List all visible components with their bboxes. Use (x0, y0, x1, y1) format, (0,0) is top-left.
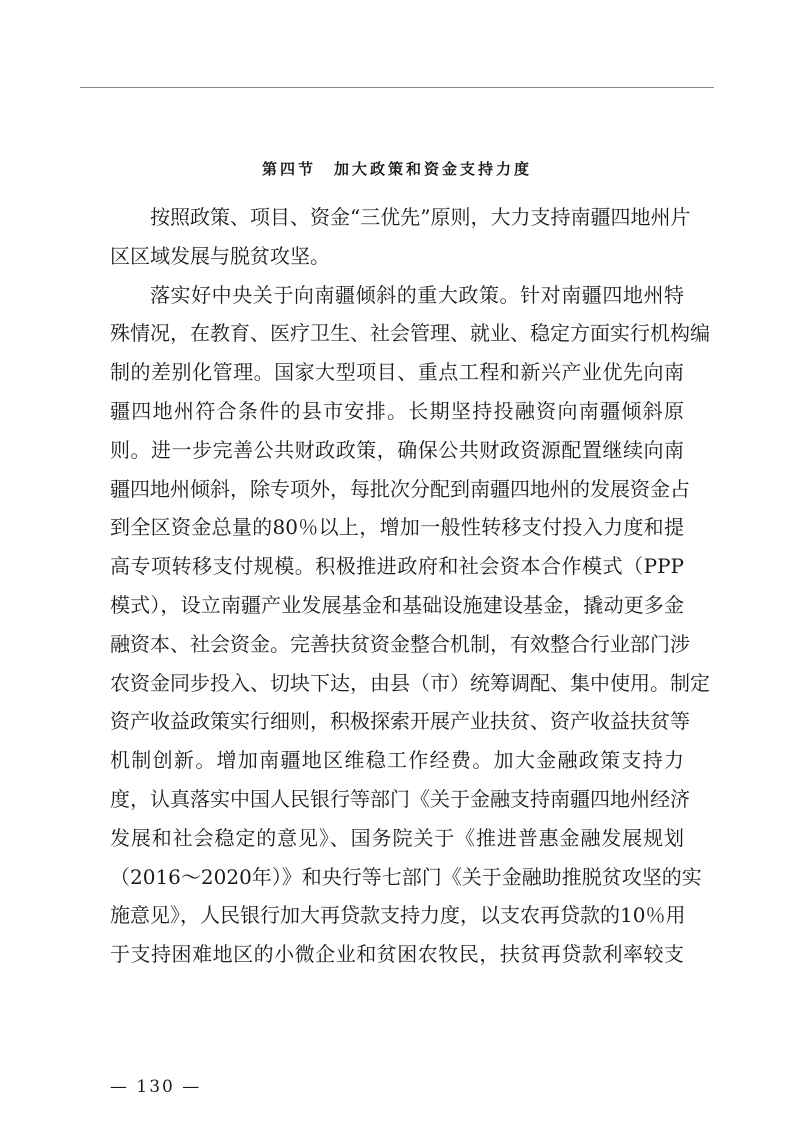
text-line: 制的差别化管理。国家大型项目、重点工程和新兴产业优先向南 (110, 360, 684, 385)
text-line: 到全区资金总量的80％以上，增加一般性转移支付投入力度和提 (110, 515, 684, 540)
text-line: 机制创新。增加南疆地区维稳工作经费。加大金融政策支持力 (110, 748, 684, 773)
text-line: 疆四地州符合条件的县市安排。长期坚持投融资向南疆倾斜原 (110, 398, 684, 423)
paragraph (110, 276, 710, 974)
text-line: 施意见》，人民银行加大再贷款支持力度，以支农再贷款的10％用 (110, 903, 686, 928)
header-rule (80, 87, 714, 88)
text-line: （2016～2020年）》和央行等七部门《关于金融助推脱贫攻坚的实 (110, 864, 702, 889)
body-text (110, 198, 710, 974)
text-line: 融资本、社会资金。完善扶贫资金整合机制，有效整合行业部门涉 (110, 631, 690, 656)
page-number: — 130 — (110, 1077, 202, 1097)
text-line: 资产收益政策实行细则，积极探索开展产业扶贫、资产收益扶贫等 (110, 709, 690, 734)
text-line: 度，认真落实中国人民银行等部门《关于金融支持南疆四地州经济 (110, 786, 690, 811)
text-line: 区区域发展与脱贫攻坚。 (110, 243, 330, 268)
text-line: 疆四地州倾斜，除专项外，每批次分配到南疆四地州的发展资金占 (110, 476, 690, 501)
section-title: 第四节 加大政策和资金支持力度 (261, 160, 532, 178)
text-line: 农资金同步投入、切块下达，由县（市）统筹调配、集中使用。制定 (110, 670, 710, 695)
text-line: 发展和社会稳定的意见》、国务院关于《推进普惠金融发展规划 (110, 825, 684, 850)
text-line: 殊情况，在教育、医疗卫生、社会管理、就业、稳定方面实行机构编 (110, 321, 710, 346)
paragraph (110, 198, 691, 276)
text-line: 则。进一步完善公共财政政策，确保公共财政资源配置继续向南 (110, 437, 684, 462)
text-line: 高专项转移支付规模。积极推进政府和社会资本合作模式（PPP (110, 554, 684, 579)
text-line: 模式），设立南疆产业发展基金和基础设施建设基金，撬动更多金 (110, 592, 684, 617)
text-line: 按照政策、项目、资金“三优先”原则，大力支持南疆四地州片 (150, 205, 691, 229)
text-line: 落实好中央关于向南疆倾斜的重大政策。针对南疆四地州特 (150, 282, 684, 307)
text-line: 于支持困难地区的小微企业和贫困农牧民，扶贫再贷款利率较支 (110, 942, 684, 967)
